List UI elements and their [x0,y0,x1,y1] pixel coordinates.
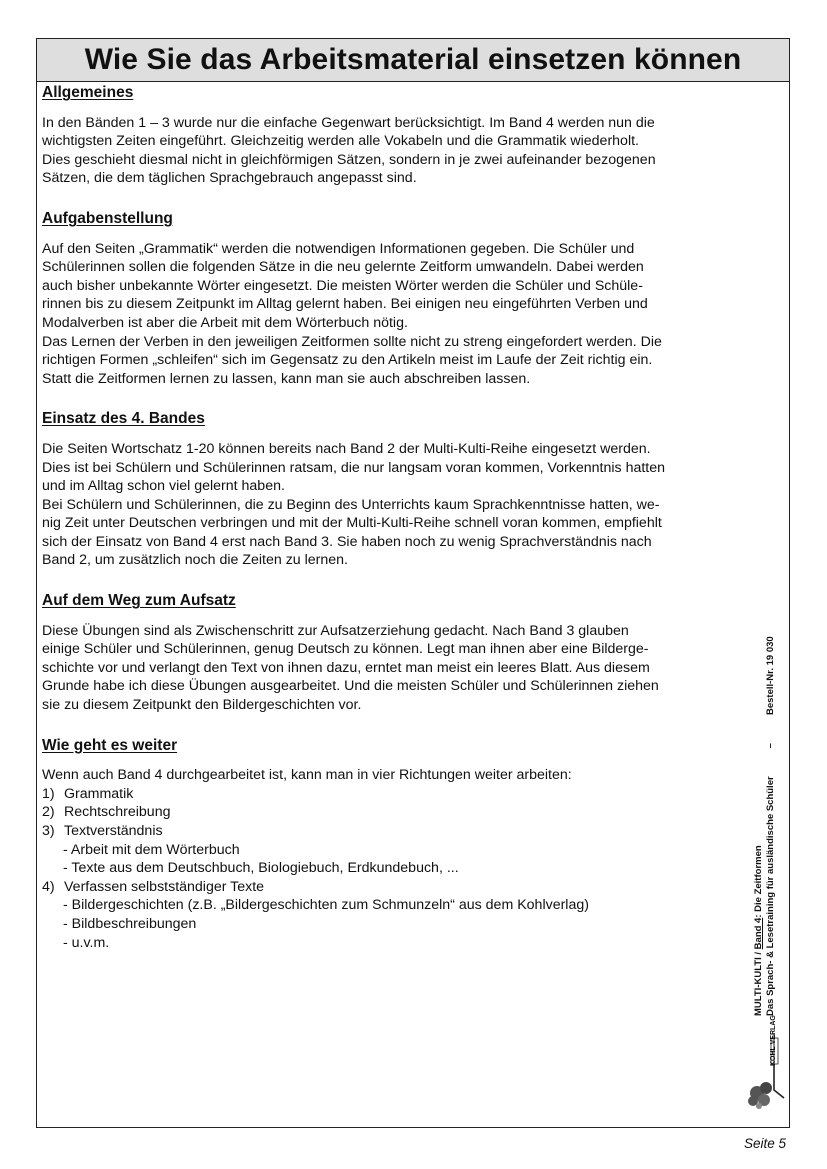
list-sub-item: - Bildbeschreibungen [63,915,197,932]
side-info-text [753,636,776,1016]
text-line: Statt die Zeitformen lernen zu lassen, kann man sie auch abschreiben lassen. [42,370,531,387]
list-item [42,785,722,804]
text-line: auch bisher unbekannte Wörter eingesetzt. Die meisten Wörter werden die Schüler und Schüle- [42,277,643,294]
list-item [42,878,722,952]
text-line: Bei Schülern und Schülerinnen, die zu Beginn des Unterrichts kaum Sprachkenntnisse hatten, we- [42,496,660,513]
list-item-number: 1) [42,785,55,802]
list-item [42,803,722,822]
section-heading: Wie geht es weiter [42,736,178,754]
list-item-number: 2) [42,804,55,821]
section-paragraph [42,622,722,715]
order-number: Bestell-Nr. 19 030 [764,636,776,716]
logo-text: KOHL VERLAG [770,1015,777,1066]
page-title: Wie Sie das Arbeitsmaterial einsetzen können [84,43,742,76]
list-sub-item: - u.v.m. [63,934,110,951]
text-line: Modalverben ist aber die Arbeit mit dem Wörterbuch nötig. [42,314,408,331]
text-line: Das Lernen der Verben in den jeweiligen Zeitformen sollte nicht zu streng eingefordert werden. Die [42,333,662,350]
section-paragraph [42,440,722,570]
side-info-line-2: Das Sprach- & Lesetraining für ausländische Schüler–Bestell-Nr. 19 030 [764,636,776,1016]
list-item-number: 4) [42,878,55,895]
list-sub-item: - Arbeit mit dem Wörterbuch [63,841,240,858]
list-item-text: Rechtschreibung [64,804,171,821]
side-band-label: Band 4 [753,917,764,950]
section-heading: Auf dem Weg zum Aufsatz [42,592,236,610]
section [42,592,722,715]
text-line: einige Schüler und Schülerinnen, genug Deutsch zu können. Legt man ihnen aber eine Bilderge- [42,641,649,658]
text-line: Dies ist bei Schülern und Schülerinnen ratsam, die nur langsam voran kommen, Vorkenntnis hatten [42,459,666,476]
title-bar [37,39,789,82]
text-line: Dies geschieht diesmal nicht in gleichförmigen Sätzen, sondern in je zwei aufeinander bezogenen [42,151,656,168]
list-item [42,822,722,878]
text-line: Grunde habe ich diese Übungen ausgearbeitet. Und die meisten Schüler und Schülerinnen ziehen [42,678,659,695]
direction-list [42,785,722,952]
list-sub-item: - Texte aus dem Deutschbuch, Biologiebuch, Erdkundebuch, ... [63,860,459,877]
section-heading: Aufgabenstellung [42,209,173,227]
section [42,84,722,188]
page-number: Seite 5 [743,1136,786,1151]
content-area [42,84,722,974]
section-paragraph [42,240,722,389]
list-item-number: 3) [42,823,55,839]
text-line: Die Seiten Wortschatz 1-20 können bereits nach Band 2 der Multi-Kulti-Reihe eingesetzt werden. [42,440,651,457]
list-sub-item: - Bildergeschichten (z.B. „Bildergeschichten zum Schmunzeln“ aus dem Kohlverlag) [63,897,589,914]
text-line: In den Bänden 1 – 3 wurde nur die einfache Gegenwart berücksichtigt. Im Band 4 werden nun die [42,114,655,131]
list-item-text: Textverständnis [64,823,163,839]
text-line: sie zu diesem Zeitpunkt den Bildergeschichten vor. [42,697,362,714]
section-paragraph [42,114,722,188]
list-item-text: Grammatik [64,785,134,802]
kohl-verlag-logo [744,1015,788,1112]
section-next-steps [42,737,722,953]
text-line: sich der Einsatz von Band 4 erst nach Band 3. Sie haben noch zu wenig Sprachverständnis nach [42,533,652,550]
text-line: schichte vor und verlangt den Text von ihnen dazu, erntet man meist ein leeres Blatt. Aus diesem [42,659,650,676]
side-info-line-1: MULTI-KULTI / Band 4: Die Zeitformen [753,845,764,1016]
text-line: Diese Übungen sind als Zwischenschritt zur Aufsatzerziehung gedacht. Nach Band 3 glauben [42,622,629,639]
list-item-text: Verfassen selbstständiger Texte [64,878,265,895]
side-info [745,636,789,1020]
section-heading: Allgemeines [42,84,134,101]
text-line: Auf den Seiten „Grammatik“ werden die notwendigen Informationen gegeben. Die Schüler und [42,240,635,257]
text-line: richtigen Formen „schleifen“ sich im Gegensatz zu den Artikeln meist im Laufe der Zeit richtig ein. [42,352,653,369]
section-heading: Einsatz des 4. Bandes [42,410,205,428]
tree-logo-icon [744,1028,788,1112]
text-line: nig Zeit unter Deutschen verbringen und mit der Multi-Kulti-Reihe schnell voran kommen, empfiehlt [42,515,662,532]
text-line: wichtigsten Zeiten eingeführt. Gleichzeitig werden alle Vokabeln und die Grammatik wiederholt. [42,133,639,150]
text-line: rinnen bis zu diesem Zeitpunkt im Alltag gelernt haben. Bei einigen neu eingeführten Verben und [42,296,648,313]
list-intro: Wenn auch Band 4 durchgearbeitet ist, kann man in vier Richtungen weiter arbeiten: [42,767,572,784]
section [42,410,722,570]
text-line: Sätzen, die dem täglichen Sprachgebrauch angepasst sind. [42,170,417,187]
section [42,210,722,388]
text-line: Schülerinnen sollen die folgenden Sätze in die neu gelernte Zeitform umwandeln. Dabei werden [42,259,644,276]
text-line: und im Alltag schon viel gelernt haben. [42,478,285,495]
text-line: Band 2, um zusätzlich noch die Zeiten zu lernen. [42,552,348,569]
